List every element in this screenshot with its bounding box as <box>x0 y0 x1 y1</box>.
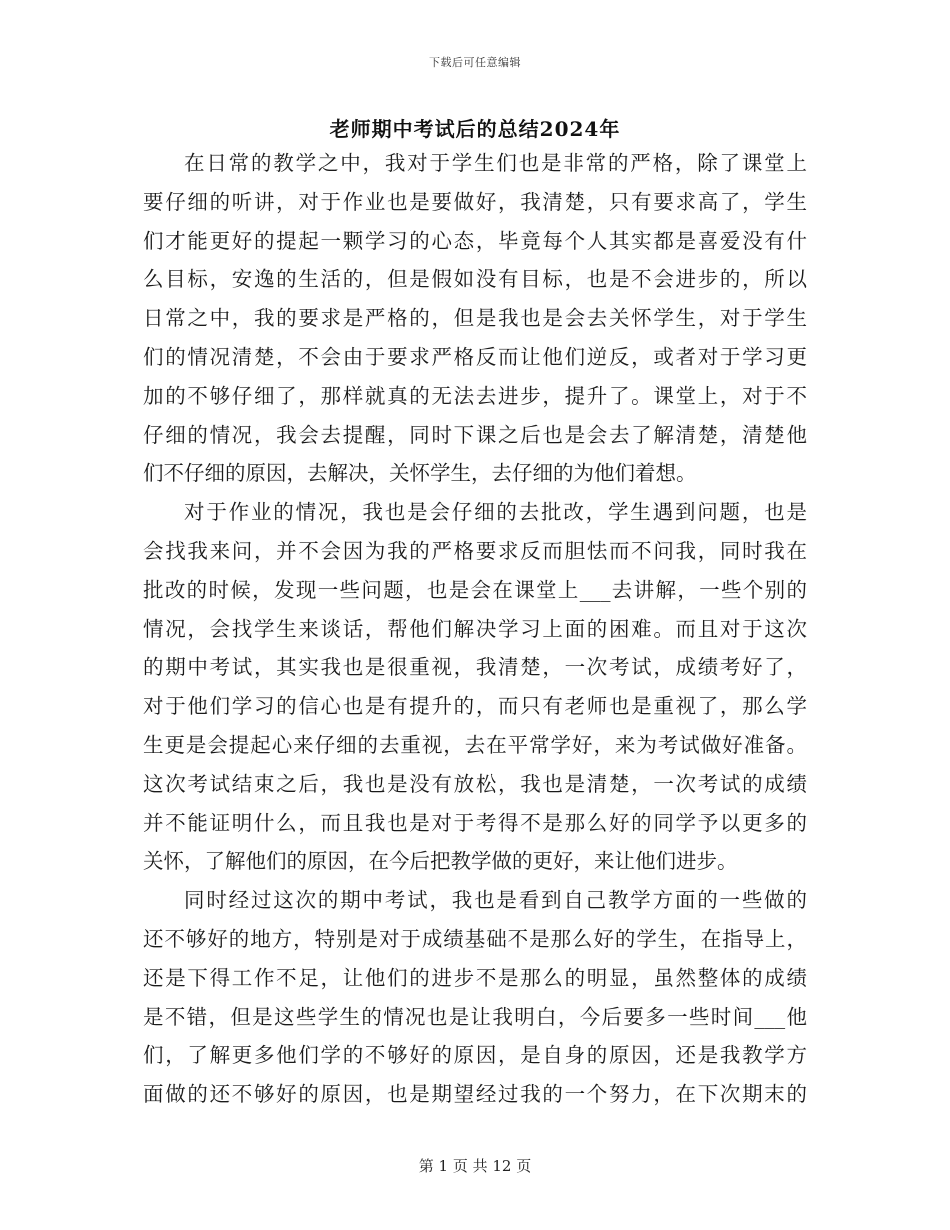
paragraph-1-line-3: 们才能更好的提起一颗学习的心态，毕竟每个人其实都是喜爱没有什 <box>143 228 807 253</box>
paragraph-1-line-1: 在日常的教学之中，我对于学生们也是非常的严格，除了课堂上 <box>184 151 807 175</box>
paragraph-2-line-7: 生更是会提起心来仔细的去重视，去在平常学好，来为考试做好准备。 <box>143 732 807 757</box>
paragraph-1-line-9: 们不仔细的原因，去解决，关怀学生，去仔细的为他们着想。 <box>143 461 697 486</box>
paragraph-1-line-7: 加的不够仔细了，那样就真的无法去进步，提升了。课堂上，对于不 <box>143 383 807 408</box>
paragraph-3-line-5: 们，了解更多他们学的不够好的原因，是自身的原因，还是我教学方 <box>143 1043 807 1068</box>
document-title: 老师期中考试后的总结2024年 <box>329 117 621 141</box>
paragraph-2-line-5: 的期中考试，其实我也是很重视，我清楚，一次考试，成绩考好了， <box>143 655 807 680</box>
paragraph-2-line-8: 这次考试结束之后，我也是没有放松，我也是清楚，一次考试的成绩 <box>143 771 807 796</box>
paragraph-2-line-1: 对于作业的情况，我也是会仔细的去批改，学生遇到问题，也是 <box>184 500 807 525</box>
paragraph-1-line-2: 要仔细的听讲，对于作业也是要做好，我清楚，只有要求高了，学生 <box>143 189 807 214</box>
paragraph-1-line-6: 们的情况清楚，不会由于要求严格反而让他们逆反，或者对于学习更 <box>143 344 807 369</box>
paragraph-3-line-3: 还是下得工作不足，让他们的进步不是那么的明显，虽然整体的成绩 <box>143 965 807 990</box>
page-footer: 第 1 页 共 12 页 <box>418 1157 532 1175</box>
paragraph-1-line-8: 仔细的情况，我会去提醒，同时下课之后也是会去了解清楚，清楚他 <box>143 422 807 447</box>
paragraph-1-line-5: 日常之中，我的要求是严格的，但是我也是会去关怀学生，对于学生 <box>143 306 807 331</box>
paragraph-2-line-3: 批改的时候，发现一些问题，也是会在课堂上___去讲解，一些个别的 <box>143 577 807 602</box>
paragraph-3-line-4: 是不错，但是这些学生的情况也是让我明白，今后要多一些时间___他 <box>143 1004 807 1029</box>
paragraph-2-line-4: 情况，会找学生来谈话，帮他们解决学习上面的困难。而且对于这次 <box>143 616 807 641</box>
paragraph-1-line-4: 么目标，安逸的生活的，但是假如没有目标，也是不会进步的，所以 <box>143 267 807 292</box>
document-body <box>143 144 807 1114</box>
paragraph-3-line-6: 面做的还不够好的原因，也是期望经过我的一个努力，在下次期末的 <box>143 1082 807 1107</box>
paragraph-2-line-6: 对于他们学习的信心也是有提升的，而只有老师也是重视了，那么学 <box>143 694 807 719</box>
paragraph-3-line-1: 同时经过这次的期中考试，我也是看到自己教学方面的一些做的 <box>184 888 807 913</box>
paragraph-2-line-2: 会找我来问，并不会因为我的严格要求反而胆怯而不问我，同时我在 <box>143 538 807 563</box>
header-note: 下载后可任意编辑 <box>429 56 521 69</box>
paragraph-2-line-9: 并不能证明什么，而且我也是对于考得不是那么好的同学予以更多的 <box>143 810 807 835</box>
paragraph-3-line-2: 还不够好的地方，特别是对于成绩基础不是那么好的学生，在指导上， <box>143 926 807 951</box>
paragraph-2-line-10: 关怀，了解他们的原因，在今后把教学做的更好，来让他们进步。 <box>143 849 738 874</box>
